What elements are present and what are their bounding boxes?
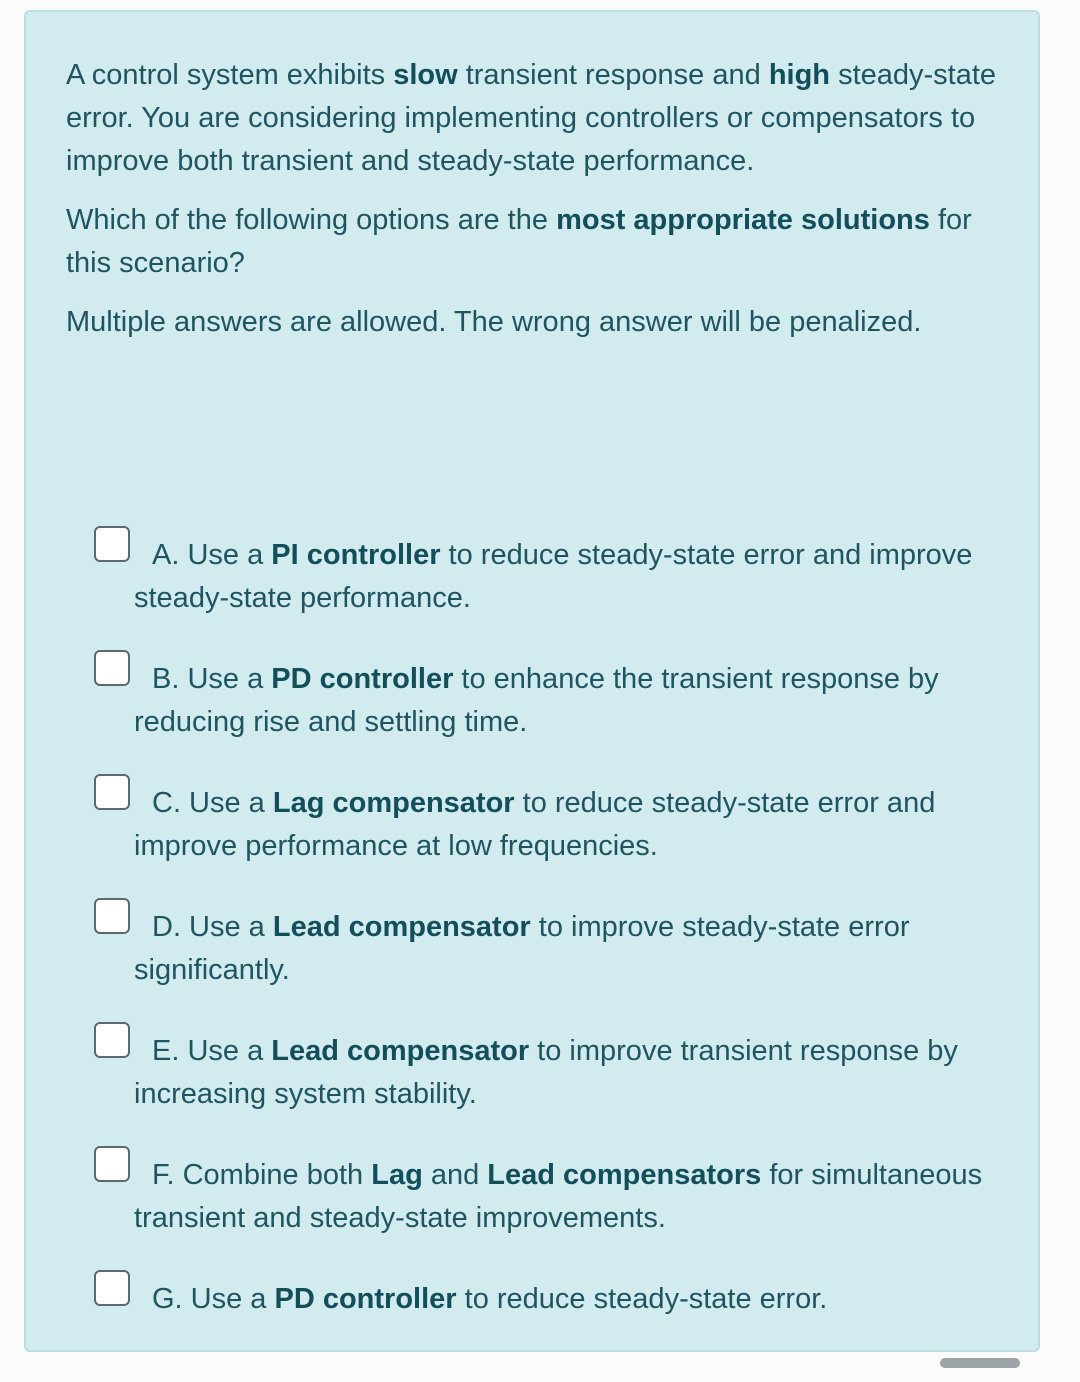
option-emphasis: Lead compensators [487,1159,762,1191]
option-b-label [134,658,1014,744]
question-text-segment: Which of the following options are the [66,204,557,236]
question-text-segment: steady-state error. You are considering implementing controllers or compensators to improve both transient and steady-state performance. [66,59,997,177]
question-instructions: Multiple answers are allowed. The wrong answer will be penalized. [66,306,922,338]
option-f[interactable] [92,1134,1012,1258]
option-text-segment: to enhance the transient response by reducing rise and settling time. [134,663,939,738]
option-text-segment: E. Use a [152,1035,272,1067]
option-text-segment: to reduce steady-state error and improve steady-state performance. [134,539,973,614]
emphasis-most-appropriate: most appropriate solutions [556,204,930,236]
answer-options [92,514,1012,1382]
option-emphasis: PD controller [271,663,454,695]
option-emphasis: Lag compensator [272,787,515,819]
question-text [66,54,1006,360]
option-text-segment: to reduce steady-state error and improve performance at low frequencies. [134,787,936,862]
option-e[interactable] [92,1010,1012,1134]
option-e-checkbox[interactable] [94,1022,130,1058]
option-c[interactable] [92,762,1012,886]
option-d-label [134,906,1014,992]
option-text-segment: to improve transient response by increasing system stability. [134,1035,958,1110]
option-text-segment: G. Use a [152,1283,275,1315]
scroll-indicator[interactable] [940,1358,1020,1368]
option-emphasis: Lag [371,1159,423,1191]
question-text-segment: A control system exhibits [66,59,394,91]
question-text-segment: for this scenario? [66,204,972,279]
option-text-segment: to improve steady-state error significantly. [134,911,910,986]
option-g-checkbox[interactable] [94,1270,130,1306]
option-emphasis: Lead compensator [272,911,531,943]
option-g-label [134,1278,1014,1321]
option-emphasis: PD controller [274,1283,457,1315]
option-text-segment: C. Use a [152,787,273,819]
option-text-segment: to reduce steady-state error. [456,1283,828,1315]
option-emphasis: PI controller [271,539,441,571]
emphasis-slow: slow [393,59,458,91]
option-text-segment: and [422,1159,488,1191]
option-c-checkbox[interactable] [94,774,130,810]
emphasis-high: high [768,59,831,91]
option-f-checkbox[interactable] [94,1146,130,1182]
option-a-label [134,534,1014,620]
option-b-checkbox[interactable] [94,650,130,686]
option-e-label [134,1030,1014,1116]
option-emphasis: Lead compensator [271,1035,530,1067]
option-c-label [134,782,1014,868]
option-text-segment: F. Combine both [152,1159,372,1191]
question-paragraph-1 [66,54,1006,183]
option-text-segment: for simultaneous transient and steady-state improvements. [134,1159,983,1234]
option-text-segment: B. Use a [152,663,272,695]
question-text-segment: transient response and [457,59,769,91]
option-text-segment: A. Use a [152,539,272,571]
option-d[interactable] [92,886,1012,1010]
option-a-checkbox[interactable] [94,526,130,562]
question-card [24,10,1040,1352]
option-d-checkbox[interactable] [94,898,130,934]
option-g[interactable] [92,1258,1012,1382]
option-f-label [134,1154,1014,1240]
option-b[interactable] [92,638,1012,762]
question-paragraph-2 [66,199,1006,285]
option-text-segment: D. Use a [152,911,273,943]
option-a[interactable] [92,514,1012,638]
